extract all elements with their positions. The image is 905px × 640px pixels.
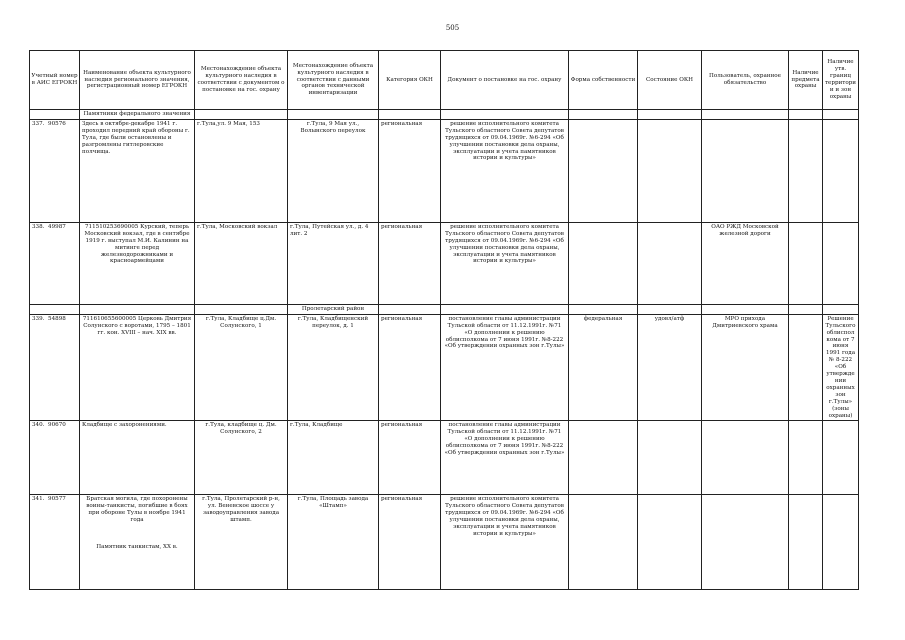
state <box>638 222 702 304</box>
table-row <box>30 421 859 495</box>
document: постановление главы администрации Тульской области от 11.12.1991г. №71 «О дополнении к решению облисполкома от 7 июня 1991г. №8-222 «Об утверждении охранных зон г.Тулы» <box>441 314 569 421</box>
table-row <box>30 314 859 421</box>
district-row <box>30 304 859 314</box>
record-number: 337. 90576 <box>30 119 80 222</box>
borders <box>823 495 859 590</box>
user <box>702 421 789 495</box>
ownership <box>569 421 638 495</box>
location-inventory: г.Тула, Кладбищенский переулок, д. 1 <box>288 314 379 421</box>
section-row <box>30 110 859 120</box>
header-cell: Учетный номер в АИС ЕГРОКН <box>30 51 80 110</box>
location-doc: г.Тула, Московский вокзал <box>195 222 288 304</box>
record-number: 338. 49987 <box>30 222 80 304</box>
ownership <box>569 222 638 304</box>
location-inventory: г.Тула, 9 Мая ул., Волынского переулок <box>288 119 379 222</box>
location-inventory: г.Тула, Путейская ул., д. 4 лит. 2 <box>288 222 379 304</box>
location-doc: г.Тула, Пролетарский р-н, ул. Веневское шоссе у заводоуправления завода штамп. <box>195 495 288 590</box>
object-name: Кладбище с захоронениями. <box>80 421 195 495</box>
document: решение исполнительного комитета Тульского областного Совета депутатов трудящихся от 09.04.1969г. №6-294 «Об улучшении постановки дела охраны, эксплуатации и учета памятников истории и культуры» <box>441 119 569 222</box>
location-doc: г.Тула,ул. 9 Мая, 153 <box>195 119 288 222</box>
object-name-note: Памятник танкистам, XX в. <box>96 544 178 551</box>
header-cell: Наименование объекта культурного наследия регионального значения, регистрационный номер ЕГРОКН <box>80 51 195 110</box>
category: региональная <box>379 495 441 590</box>
header-cell: Категория ОКН <box>379 51 441 110</box>
state <box>638 495 702 590</box>
subject <box>789 495 823 590</box>
header-cell: Состояние ОКН <box>638 51 702 110</box>
section-label: Памятники федерального значения <box>80 110 195 120</box>
borders <box>823 222 859 304</box>
subject <box>789 222 823 304</box>
header-cell: Документ о постановке на гос. охрану <box>441 51 569 110</box>
header-cell: Пользователь, охранное обязательство <box>702 51 789 110</box>
register-table <box>29 50 859 590</box>
object-name: Здесь в октябре-декабре 1941 г. проходил передний край обороны г. Тула, где были остановлены и разгромлены гитлеровские полчища. <box>80 119 195 222</box>
ownership <box>569 119 638 222</box>
table-row <box>30 119 859 222</box>
district-label: Пролетарский район <box>288 304 379 314</box>
user <box>702 119 789 222</box>
table-row <box>30 222 859 304</box>
subject <box>789 314 823 421</box>
document: решение исполнительного комитета Тульского областного Совета депутатов трудящихся от 09.04.1969г. №6-294 «Об улучшении постановки дела охраны, эксплуатации и учета памятников истории и культуры» <box>441 495 569 590</box>
header-cell: Наличие утв. границ территории и зон охраны <box>823 51 859 110</box>
object-name: 711610655600005 Церковь Дмитрия Солунского с воротами, 1795 – 1801 гг. кон. XVIII – нач. XIX вв. <box>80 314 195 421</box>
category: региональная <box>379 421 441 495</box>
header-cell: Местонахождение объекта культурного наследия в соответствии с данными органов технической инвентаризации <box>288 51 379 110</box>
category: региональная <box>379 314 441 421</box>
location-inventory: г.Тула, Площадь завода «Штамп» <box>288 495 379 590</box>
location-inventory: г.Тула, Кладбище <box>288 421 379 495</box>
table-row <box>30 495 859 590</box>
header-cell: Форма собственности <box>569 51 638 110</box>
subject <box>789 119 823 222</box>
ownership: федеральная <box>569 314 638 421</box>
ownership <box>569 495 638 590</box>
record-number: 339. 54898 <box>30 314 80 421</box>
location-doc: г.Тула, Кладбище ц.Дм. Солунского, 1 <box>195 314 288 421</box>
header-row <box>30 51 859 110</box>
object-name: 711510253690005 Курский, теперь Московский вокзал, где в сентябре 1919 г. выступал М.И. Калинин на митинге перед железнодорожниками и красноармейцами <box>80 222 195 304</box>
location-doc: г.Тула, кладбище ц. Дм. Солунского, 2 <box>195 421 288 495</box>
borders <box>823 119 859 222</box>
category: региональная <box>379 222 441 304</box>
object-name-text: Братская могила, где похоронены воины-танкисты, погибшие в боях при обороне Тулы в ноябре 1941 года <box>86 496 188 524</box>
state: удовл/атф <box>638 314 702 421</box>
state <box>638 119 702 222</box>
document: постановление главы администрации Тульской области от 11.12.1991г. №71 «О дополнении к решению облисполкома от 7 июня 1991г. №8-222 «Об утверждении охранных зон г.Тулы» <box>441 421 569 495</box>
header-cell: Местонахождение объекта культурного наследия в соответствии с документом о постановке на гос. охрану <box>195 51 288 110</box>
borders <box>823 421 859 495</box>
page-number: 505 <box>445 24 460 32</box>
subject <box>789 421 823 495</box>
borders: Решение Тульского облисполкома от 7 июня 1991 года № 8-222 «Об утверждении охранных зон г.Тулы» (зоны охраны) <box>823 314 859 421</box>
category: региональная <box>379 119 441 222</box>
record-number: 341. 90577 <box>30 495 80 590</box>
user <box>702 495 789 590</box>
user: МРО прихода Дмитриевского храма <box>702 314 789 421</box>
user: ОАО РЖД Московской железной дороги <box>702 222 789 304</box>
document: решение исполнительного комитета Тульского областного Совета депутатов трудящихся от 09.04.1969г. №6-294 «Об улучшении постановки дела охраны, эксплуатации и учета памятников истории и культуры» <box>441 222 569 304</box>
header-cell: Наличие предмета охраны <box>789 51 823 110</box>
object-name <box>80 495 195 590</box>
state <box>638 421 702 495</box>
record-number: 340. 90670 <box>30 421 80 495</box>
